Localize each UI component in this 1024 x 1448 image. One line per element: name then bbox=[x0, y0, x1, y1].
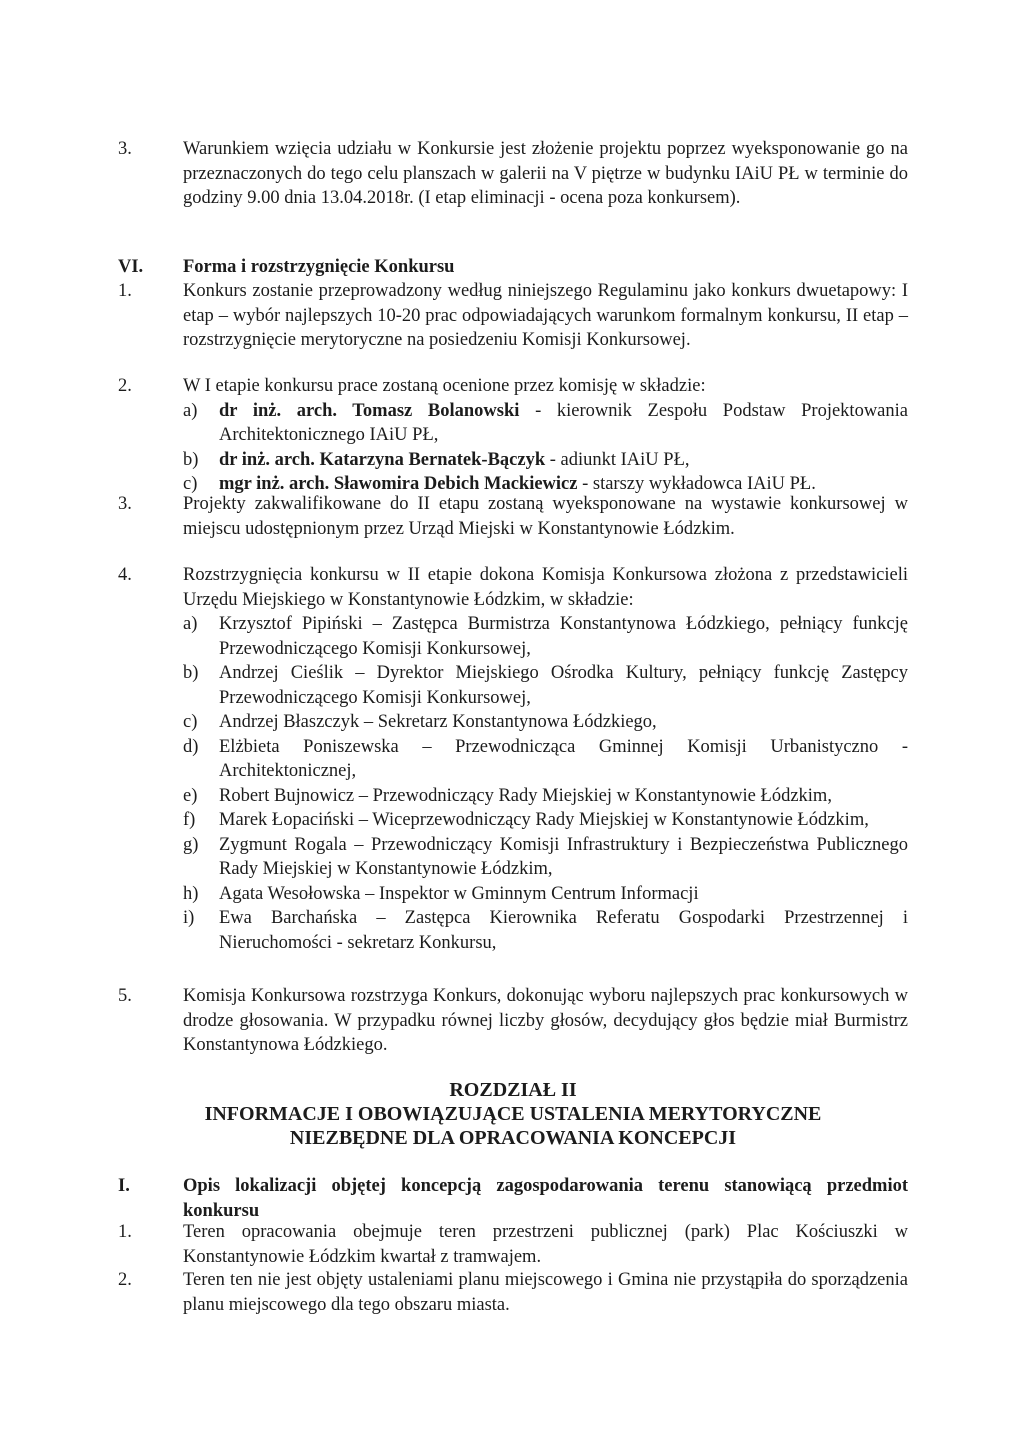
section-i-heading bbox=[118, 1174, 908, 1223]
section-vi-point-5 bbox=[118, 984, 908, 1058]
list-item-commission-d bbox=[183, 735, 908, 784]
item-number: 2. bbox=[118, 1270, 132, 1290]
list-text: Ewa Barchańska – Zastępca Kierownika Referatu Gospodarki Przestrzennej i Nieruchomości - sekretarz Konkursu, bbox=[219, 908, 908, 953]
paragraph-text: Komisja Konkursowa rozstrzyga Konkurs, dokonując wyboru najlepszych prac konkursowych w drodze głosowania. W przypadku równej liczby głosów, decydujący głos będzie miał Burmistrz Konstantynowa Łódzkiego. bbox=[183, 986, 908, 1055]
paragraph-3-participation bbox=[118, 137, 908, 211]
section-vi-point-4 bbox=[118, 563, 908, 955]
section-vi-point-2 bbox=[118, 374, 908, 497]
list-item-commission-g bbox=[183, 833, 908, 882]
section-vi-heading bbox=[118, 255, 908, 280]
list-letter: c) bbox=[183, 474, 198, 494]
section-i-point-2 bbox=[118, 1268, 908, 1317]
paragraph-text: Teren opracowania obejmuje teren przestrzeni publicznej (park) Plac Kościuszki w Konstantynowie Łódzkim kwartał z tramwajem. bbox=[183, 1222, 908, 1267]
paragraph-text: Teren ten nie jest objęty ustaleniami planu miejscowego i Gmina nie przystąpiła do sporządzenia planu miejscowego dla tego obszaru miasta. bbox=[183, 1270, 908, 1315]
paragraph-text: Konkurs zostanie przeprowadzony według niniejszego Regulaminu jako konkurs dwuetapowy: I etap – wybór najlepszych 10-20 prac odpowiadających warunkom formalnym konkursu, II etap – rozstrzygnięcie merytoryczne na posiedzeniu Komisji Konkursowej. bbox=[183, 281, 908, 350]
section-number: VI. bbox=[118, 257, 144, 277]
jury-member-role: - kierownik Zespołu Podstaw Projektowania Architektonicznego IAiU PŁ, bbox=[219, 400, 908, 445]
item-number: 3. bbox=[118, 139, 132, 159]
list-text: Elżbieta Poniszewska – Przewodnicząca Gminnej Komisji Urbanistyczno - Architektonicznej, bbox=[219, 736, 908, 781]
list-letter: g) bbox=[183, 834, 199, 855]
jury-member-name: dr inż. arch. Katarzyna Bernatek-Bączyk bbox=[219, 449, 546, 470]
item-number: 4. bbox=[118, 565, 132, 585]
section-i-point-1 bbox=[118, 1220, 908, 1269]
list-letter: d) bbox=[183, 736, 199, 757]
list-text: Andrzej Cieślik – Dyrektor Miejskiego Ośrodka Kultury, pełniący funkcję Zastępcy Przewodniczącego Komisji Konkursowej, bbox=[219, 663, 908, 708]
list-text: Marek Łopaciński – Wiceprzewodniczący Rady Miejskiej w Konstantynowie Łódzkim, bbox=[219, 810, 869, 830]
item-number: 5. bbox=[118, 986, 132, 1006]
paragraph-text: W I etapie konkursu prace zostaną ocenione przez komisję w składzie: bbox=[183, 376, 706, 396]
item-number: 2. bbox=[118, 376, 132, 396]
jury-member-role: - starszy wykładowca IAiU PŁ. bbox=[577, 474, 816, 494]
item-number: 1. bbox=[118, 1222, 132, 1242]
list-text: Zygmunt Rogala – Przewodniczący Komisji Infrastruktury i Bezpieczeństwa Publicznego Rady Miejskiej w Konstantynowie Łódzkim, bbox=[219, 834, 908, 879]
list-item-commission-a bbox=[183, 612, 908, 661]
section-vi-point-1 bbox=[118, 279, 908, 353]
chapter-title-line-2: NIEZBĘDNE DLA OPRACOWANIA KONCEPCJI bbox=[289, 1127, 737, 1149]
jury-member-role: - adiunkt IAiU PŁ, bbox=[545, 449, 690, 470]
list-letter: h) bbox=[183, 883, 199, 904]
list-text: Robert Bujnowicz – Przewodniczący Rady Miejskiej w Konstantynowie Łódzkim, bbox=[219, 785, 832, 806]
list-letter: c) bbox=[183, 712, 198, 732]
section-title: Opis lokalizacji objętej koncepcją zagospodarowania terenu stanowiącą przedmiot konkursu bbox=[183, 1176, 908, 1221]
list-item-commission-f bbox=[183, 808, 908, 833]
list-text: Andrzej Błaszczyk – Sekretarz Konstantynowa Łódzkiego, bbox=[219, 712, 657, 732]
list-item-jury-a bbox=[183, 399, 908, 448]
list-letter: b) bbox=[183, 449, 199, 470]
paragraph-text: Warunkiem wzięcia udziału w Konkursie jest złożenie projektu poprzez wyeksponowanie go na przeznaczonych do tego celu planszach w galerii na V piętrze w budynku IAiU PŁ w terminie do godziny 9.00 dnia 13.04.2018r. (I etap eliminacji - ocena poza konkursem). bbox=[183, 139, 908, 208]
list-item-commission-h bbox=[183, 882, 908, 907]
paragraph-text: Rozstrzygnięcia konkursu w II etapie dokona Komisja Konkursowa złożona z przedstawicieli Urzędu Miejskiego w Konstantynowie Łódzkim, w składzie: bbox=[183, 565, 908, 610]
chapter-number: ROZDZIAŁ II bbox=[449, 1079, 577, 1101]
section-number: I. bbox=[118, 1176, 130, 1196]
list-letter: i) bbox=[183, 908, 195, 928]
list-text: Agata Wesołowska – Inspektor w Gminnym Centrum Informacji bbox=[219, 883, 699, 904]
chapter-title-line-1: INFORMACJE I OBOWIĄZUJĄCE USTALENIA MERYTORYCZNE bbox=[204, 1103, 822, 1125]
list-letter: b) bbox=[183, 663, 199, 683]
paragraph-text: Projekty zakwalifikowane do II etapu zostaną wyeksponowane na wystawie konkursowej w miejscu udostępnionym przez Urząd Miejski w Konstantynowie Łódzkim. bbox=[183, 494, 908, 539]
list-item-commission-i bbox=[183, 906, 908, 955]
section-title: Forma i rozstrzygnięcie Konkursu bbox=[183, 257, 455, 277]
jury-member-name: mgr inż. arch. Sławomira Debich Mackiewicz bbox=[219, 474, 578, 494]
chapter-heading bbox=[118, 1078, 908, 1150]
list-letter: e) bbox=[183, 785, 198, 806]
jury-member-name: dr inż. arch. Tomasz Bolanowski bbox=[219, 400, 520, 421]
item-number: 3. bbox=[118, 494, 132, 514]
section-vi-point-3 bbox=[118, 492, 908, 541]
item-number: 1. bbox=[118, 281, 132, 301]
list-text: Krzysztof Pipiński – Zastępca Burmistrza Konstantynowa Łódzkiego, pełniący funkcję Przewodniczącego Komisji Konkursowej, bbox=[219, 614, 908, 659]
list-item-jury-b bbox=[183, 448, 908, 473]
list-item-commission-b bbox=[183, 661, 908, 710]
list-letter: a) bbox=[183, 614, 198, 634]
list-item-commission-c bbox=[183, 710, 908, 735]
list-letter: a) bbox=[183, 400, 198, 421]
list-letter: f) bbox=[183, 810, 196, 830]
list-item-commission-e bbox=[183, 784, 908, 809]
